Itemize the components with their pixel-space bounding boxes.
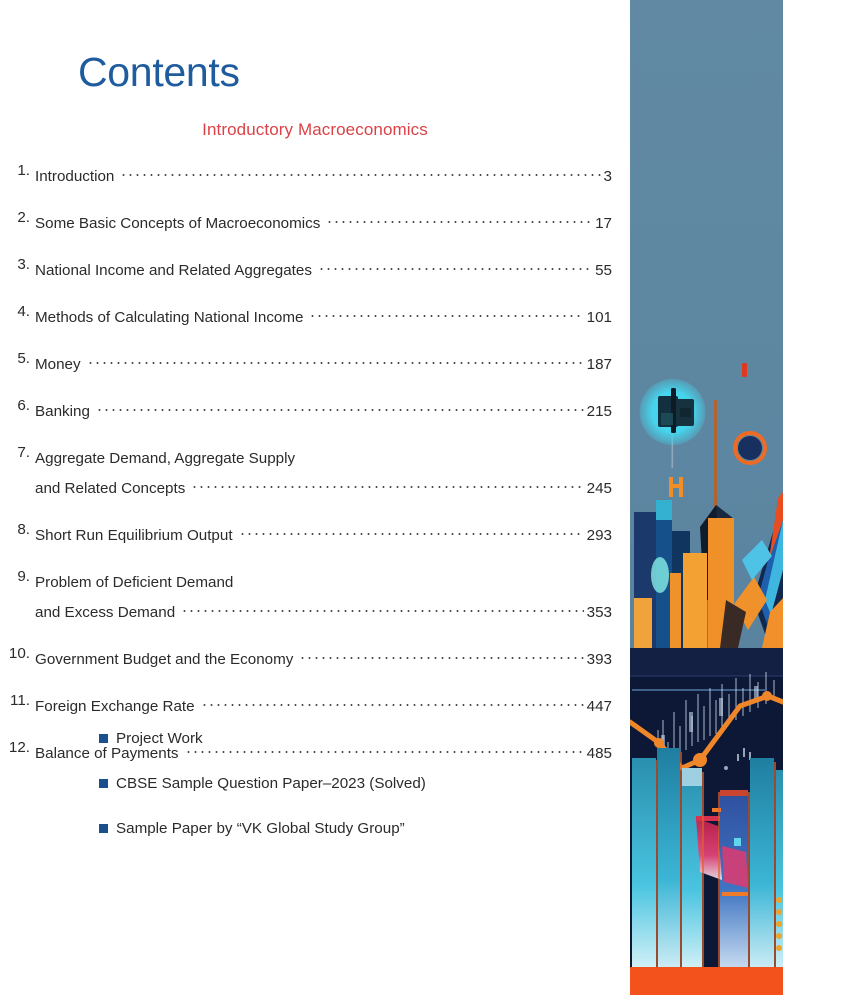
toc-entry[interactable] [0,348,630,375]
toc-entry-number: 5. [17,350,30,367]
toc-entry-line [35,207,612,234]
toc-entry[interactable] [0,442,630,499]
toc-entry-number: 1. [17,162,30,179]
toc-entry-title: Balance of Payments [35,745,179,762]
toc-entry-number: 11. [10,692,30,709]
toc-dot-leader [120,160,600,181]
finance-illustration-strip [630,0,783,995]
toc-entry-title: Short Run Equilibrium Output [35,527,233,544]
toc-entry-body [35,348,612,375]
toc-entry-title: Money [35,356,81,373]
toc-entry-body [35,643,612,670]
toc-dot-leader [96,395,584,416]
toc-page-number: 245 [586,480,612,497]
toc-dot-leader [201,690,584,711]
toc-entry-number: 3. [17,256,30,273]
toc-dot-leader [309,301,583,322]
supplementary-item-label: Sample Paper by “VK Global Study Group” [116,820,405,837]
toc-entry-title: Some Basic Concepts of Macroeconomics [35,215,321,232]
toc-page-number: 393 [586,651,612,668]
toc-entry-number: 9. [17,568,30,585]
toc-entry-line [35,254,612,281]
toc-dot-leader [87,348,584,369]
toc-page-number: 485 [586,745,612,762]
toc-entry-title: Problem of Deficient Demand [35,574,234,591]
toc-entry-title: Aggregate Demand, Aggregate Supply [35,450,296,467]
toc-page-number: 187 [586,356,612,373]
toc-entry-line [35,160,612,187]
toc-entry-line [35,519,612,546]
toc-entry-line [35,348,612,375]
toc-entry-number: 12. [8,739,30,756]
toc-page-number: 55 [595,262,612,279]
toc-entry-title: National Income and Related Aggregates [35,262,312,279]
supplementary-item-label: CBSE Sample Question Paper–2023 (Solved) [116,775,426,792]
toc-entry[interactable] [0,254,630,281]
toc-entry[interactable] [0,301,630,328]
toc-entry-title: Methods of Calculating National Income [35,309,304,326]
subject-title: Introductory Macroeconomics [202,120,428,139]
toc-entry[interactable] [0,160,630,187]
toc-entry-body [35,395,612,422]
toc-entry-body [35,690,612,717]
toc-entry-line [35,566,612,593]
toc-dot-leader [239,519,584,540]
supplementary-item[interactable] [0,775,630,792]
toc-entry-body [35,442,612,499]
toc-entry-line [35,395,612,422]
toc-entry-line [35,643,612,670]
toc-dot-leader [181,596,584,617]
toc-entry-line [35,301,612,328]
toc-entry-number: 2. [17,209,30,226]
toc-dot-leader [239,566,610,587]
toc-dot-leader [301,442,610,463]
toc-entry-title: Foreign Exchange Rate [35,698,195,715]
toc-dot-leader [191,472,583,493]
supplementary-item-label: Project Work [116,730,203,747]
toc-page-number: 447 [586,698,612,715]
toc-entry-body [35,254,612,281]
toc-entry-title: and Related Concepts [35,480,186,497]
supplementary-item[interactable] [0,730,630,747]
toc-entry[interactable] [0,643,630,670]
toc-entry-title: Banking [35,403,90,420]
square-bullet-icon [99,779,108,788]
toc-entry[interactable] [0,207,630,234]
supplementary-item[interactable] [0,820,630,837]
toc-page-number: 353 [586,604,612,621]
toc-entry-body [35,519,612,546]
square-bullet-icon [99,734,108,743]
toc-entry[interactable] [0,519,630,546]
square-bullet-icon [99,824,108,833]
toc-page-number: 215 [586,403,612,420]
toc-entry-line [35,690,612,717]
toc-entry-body [35,301,612,328]
toc-entry[interactable] [0,690,630,717]
toc-page-number: 17 [595,215,612,232]
toc-entry-body [35,160,612,187]
toc-entry-number: 10. [8,645,30,662]
toc-page-number: 3 [603,168,612,185]
toc-entry-number: 7. [17,444,30,461]
toc-page-number: 101 [586,309,612,326]
supplementary-items [0,730,630,865]
toc-dot-leader [299,643,583,664]
toc-entry-line [35,472,612,499]
toc-entry-number: 6. [17,397,30,414]
toc-entry-body [35,566,612,623]
page-title: Contents [78,49,240,95]
toc-entry-line [35,442,612,469]
toc-dot-leader [326,207,592,228]
toc-entry[interactable] [0,566,630,623]
toc-entry-number: 8. [17,521,30,538]
toc-entry[interactable] [0,395,630,422]
toc-entry-title: Introduction [35,168,115,185]
table-of-contents [0,160,630,784]
toc-entry-number: 4. [17,303,30,320]
toc-dot-leader [318,254,592,275]
toc-entry-body [35,207,612,234]
toc-entry-title: and Excess Demand [35,604,176,621]
toc-page-number: 293 [586,527,612,544]
toc-entry-line [35,596,612,623]
toc-entry-title: Government Budget and the Economy [35,651,294,668]
